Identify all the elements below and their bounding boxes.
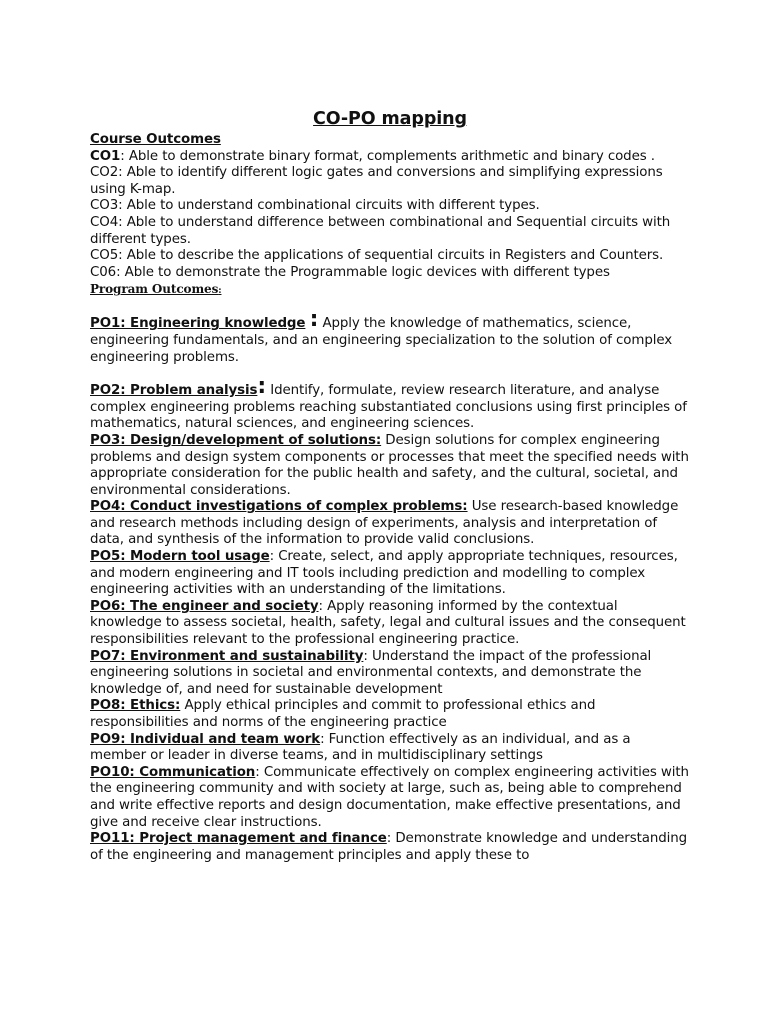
program-outcome-label: PO4: Conduct investigations of complex problems:: [90, 499, 468, 515]
course-outcome-item: [90, 165, 690, 198]
program-outcome-text: Function effectively as an individual, and as a member or leader in diverse teams, and in multidisciplinary settings: [90, 731, 631, 764]
program-outcome-text: Create, select, and apply appropriate techniques, resources, and modern engineering and IT tools including prediction and modelling to complex engineering activities with an understanding of the limitations.: [90, 549, 678, 598]
course-outcome-code: CO1: [90, 148, 121, 164]
program-outcome-label: PO2: Problem analysis: [90, 383, 258, 399]
program-outcome-label: PO8: Ethics:: [90, 698, 181, 714]
program-outcome-item: [90, 649, 690, 699]
program-outcome-label: PO6: The engineer and society: [90, 598, 319, 614]
program-outcome-colon: :: [320, 731, 325, 747]
program-outcomes-heading: [90, 281, 690, 300]
program-outcome-item: [90, 374, 690, 433]
course-outcome-item: [90, 149, 690, 166]
course-outcome-item: [90, 198, 690, 215]
program-outcome-label: PO9: Individual and team work: [90, 731, 321, 747]
course-outcome-separator: :: [118, 214, 127, 230]
course-outcome-separator: :: [118, 165, 127, 181]
course-outcome-item: [90, 248, 690, 265]
program-outcome-colon: :: [363, 648, 368, 664]
course-outcome-separator: :: [118, 198, 127, 214]
course-outcome-separator: :: [118, 248, 127, 264]
program-outcome-item: [90, 433, 690, 499]
program-outcome-text: Demonstrate knowledge and understanding of the engineering and management principles and apply these to: [90, 831, 688, 863]
program-outcome-colon: :: [309, 307, 319, 333]
program-outcome-label: PO10: Communication: [90, 764, 256, 780]
program-outcomes-heading-colon: :: [218, 286, 222, 297]
program-outcome-text: Apply reasoning informed by the contextual knowledge to assess societal, health, safety, legal and cultural issues and the consequent responsibilities relevant to the professional engineering practice.: [90, 598, 686, 648]
course-outcome-text: Able to demonstrate the Programmable logic devices with different types: [124, 264, 610, 280]
course-outcome-code: CO3: [90, 198, 119, 214]
course-outcome-code: CO2: [90, 165, 119, 181]
program-outcome-item: [90, 698, 690, 731]
course-outcomes-list: [90, 149, 690, 282]
course-outcome-text: Able to understand difference between combinational and Sequential circuits with different types.: [90, 214, 671, 247]
course-outcome-separator: :: [116, 264, 125, 280]
program-outcome-item: [90, 307, 690, 366]
program-outcome-colon: :: [257, 374, 267, 400]
program-outcome-label: PO3: Design/development of solutions:: [90, 432, 382, 448]
program-outcome-label: PO1: Engineering knowledge: [90, 316, 306, 332]
program-outcome-text: Design solutions for complex engineering problems and design system components or processes that meet the specified needs with appropriate consideration for the public health and safety, and the cultural, societal, and environmental considerations.: [90, 432, 689, 498]
program-outcome-item: [90, 831, 690, 864]
program-outcome-item: [90, 599, 690, 649]
program-outcomes-heading-text: Program Outcomes: [90, 282, 219, 297]
program-outcome-colon: :: [255, 764, 260, 780]
course-outcome-item: [90, 215, 690, 248]
program-outcome-text: Apply ethical principles and commit to professional ethics and responsibilities and norms of the engineering practice: [90, 698, 596, 730]
program-outcome-label: PO11: Project management and finance: [90, 831, 387, 847]
program-outcome-text: Apply the knowledge of mathematics, science, engineering fundamentals, and an engineering specialization to the solution of complex engineering problems.: [90, 316, 673, 365]
program-outcome-label: PO7: Environment and sustainability: [90, 648, 364, 664]
program-outcome-text: Understand the impact of the professional engineering solutions in societal and environmental contexts, and demonstrate the knowledge of, and need for sustainable development: [90, 648, 652, 697]
course-outcome-separator: :: [120, 148, 129, 164]
program-outcome-item: [90, 499, 690, 549]
course-outcome-code: C06: [90, 264, 117, 280]
course-outcome-text: Able to demonstrate binary format, complements arithmetic and binary codes .: [128, 148, 655, 164]
program-outcome-colon: :: [386, 831, 392, 847]
program-outcome-label: PO5: Modern tool usage: [90, 549, 270, 565]
course-outcome-text: Able to understand combinational circuits with different types.: [126, 198, 540, 214]
course-outcome-code: CO5: [90, 248, 119, 264]
course-outcome-text: Able to describe the applications of sequential circuits in Registers and Counters.: [126, 248, 664, 264]
course-outcome-text: Able to identify different logic gates and conversions and simplifying expressions using K-map.: [90, 165, 663, 197]
program-outcome-colon: :: [269, 549, 275, 565]
program-outcome-text: Use research-based knowledge and research methods including design of experiments, analysis and interpretation of data, and synthesis of the information to provide valid conclusions.: [90, 499, 679, 548]
program-outcome-text: Communicate effectively on complex engineering activities with the engineering community and with society at large, such as, being able to comprehend and write effective reports and design documentation, make effective presentations, and give and receive clear instructions.: [90, 764, 689, 830]
course-outcomes-heading: Course Outcomes: [90, 132, 221, 147]
document-content: [90, 108, 690, 864]
program-outcome-item: [90, 765, 690, 831]
course-outcome-code: CO4: [90, 214, 119, 230]
program-outcome-item: [90, 549, 690, 599]
program-outcome-item: [90, 732, 690, 765]
program-outcome-text: Identify, formulate, review research literature, and analyse complex engineering problems reaching substantiated conclusions using first principles of mathematics, natural sciences, and engineering sciences.: [90, 383, 687, 432]
course-outcome-item: [90, 265, 690, 282]
page-title: CO-PO mapping: [313, 109, 467, 129]
program-outcome-colon: :: [318, 598, 323, 614]
